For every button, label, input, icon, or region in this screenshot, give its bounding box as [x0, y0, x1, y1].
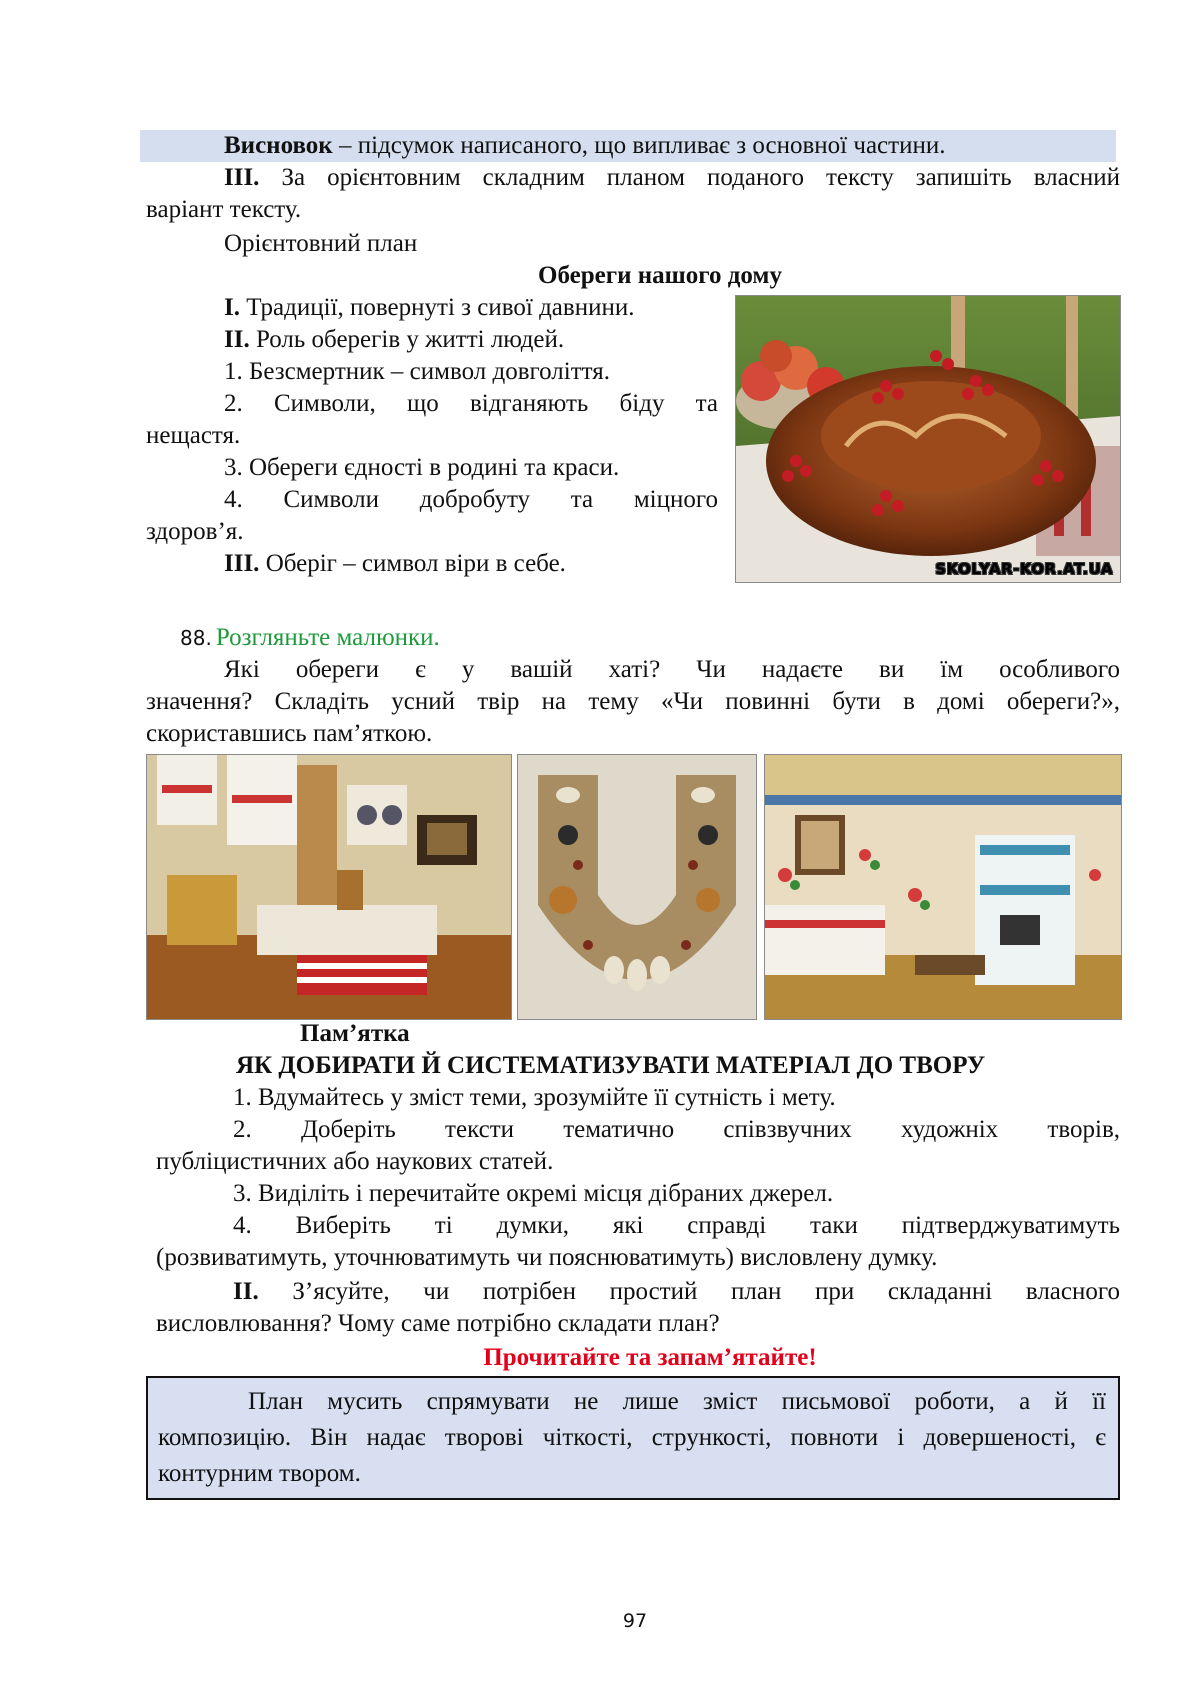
plan-item-7-text: Оберіг – символ віри в себе. [259, 550, 566, 577]
plan-item-6-cont: здоров’я. [146, 518, 244, 545]
plan-item-1-text: Традиції, повернуті з сивої давнини. [239, 294, 635, 321]
remember-line1: План мусить спрямувати не лише зміст письмової роботи, а й її [248, 1388, 1106, 1415]
conclusion-term: Висновок [224, 132, 333, 159]
plan-title [480, 260, 840, 292]
conclusion-line [224, 130, 1104, 162]
task3-label: III. [224, 164, 260, 191]
remember-heading: Прочитайте та запам’ятайте! [483, 1344, 817, 1371]
memo-label [300, 1018, 410, 1050]
remember-line3: контурним твором. [158, 1460, 361, 1487]
korovai-photo [735, 295, 1121, 583]
memo-item-2: 2. Доберіть тексти тематично співзвучних художніх творів, [233, 1116, 1120, 1143]
plan-item-4: 2. Символи, що відганяють біду та [224, 390, 718, 417]
plan-item-2-text: Роль оберегів у житті людей. [249, 326, 565, 353]
memo-title [236, 1050, 985, 1082]
task2-line1 [233, 1276, 1120, 1308]
plan-item-3: 1. Безсмертник – символ довголіття. [224, 358, 610, 385]
memo-item-4-cont: (розвиватимуть, уточнюватимуть чи пояснюватимуть) висловлену думку. [156, 1244, 938, 1271]
horseshoe-amulet-photo [517, 754, 757, 1020]
task2-line2: висловлювання? Чому саме потрібно складати план? [156, 1310, 720, 1337]
conclusion-definition: – підсумок написаного, що випливає з основної частини. [332, 132, 946, 159]
painted-house-interior-photo [764, 754, 1122, 1020]
museum-room-photo [146, 754, 512, 1020]
memo-label-text: Пам’ятка [300, 1020, 410, 1047]
exercise-header [180, 622, 440, 654]
plan-title-text: Обереги нашого дому [538, 262, 782, 289]
plan-item-1-label: I. [224, 294, 240, 321]
task3-line2: варіант тексту. [146, 196, 302, 223]
memo-item-1: 1. Вдумайтесь у зміст теми, зрозумійте її сутність і мету. [233, 1084, 836, 1111]
memo-item-2-cont: публіцистичних або наукових статей. [156, 1148, 554, 1175]
exercise-line3: скориставшись пам’яткою. [146, 720, 433, 747]
exercise-line2: значення? Складіть усний твір на тему «Чи повинні бути в домі обереги?», [146, 688, 1120, 715]
exercise-instruction: Розгляньте малюнки. [215, 624, 440, 651]
remember-box [146, 1376, 1120, 1500]
task2-text-line1: З’ясуйте, чи потрібен простий план при складанні власного [258, 1278, 1120, 1305]
plan-item-1 [224, 292, 634, 324]
plan-caption: Орієнтовний план [224, 230, 418, 257]
exercise-line1: Які обереги є у вашій хаті? Чи надаєте ви їм особливого [224, 656, 1120, 683]
plan-item-7-label: III. [224, 550, 260, 577]
photo-watermark: SKOLYAR-KOR.AT.UA [935, 560, 1113, 578]
memo-item-3: 3. Виділіть і перечитайте окремі місця дібраних джерел. [233, 1180, 834, 1207]
plan-item-2 [224, 324, 564, 356]
task3-text-line1: За орієнтовним складним планом поданого тексту запишіть власний [259, 164, 1120, 191]
plan-item-6: 4. Символи добробуту та міцного [224, 486, 718, 513]
task3-line1 [224, 162, 1120, 194]
plan-item-7 [224, 548, 566, 580]
plan-item-5: 3. Обереги єдності в родині та краси. [224, 454, 620, 481]
page-number: 97 [622, 1610, 648, 1632]
task2-label: II. [233, 1278, 259, 1305]
plan-item-4-cont: нещастя. [146, 422, 241, 449]
plan-item-2-label: II. [224, 326, 250, 353]
exercise-number: 88. [180, 626, 212, 650]
remember-line2: композицію. Він надає творові чіткості, стрункості, повноти і довершеності, є [158, 1424, 1106, 1451]
memo-item-4: 4. Виберіть ті думки, які справді таки підтверджуватимуть [233, 1212, 1120, 1239]
memo-title-text: ЯК ДОБИРАТИ Й СИСТЕМАТИЗУВАТИ МАТЕРІАЛ ДО ТВОРУ [236, 1052, 986, 1079]
